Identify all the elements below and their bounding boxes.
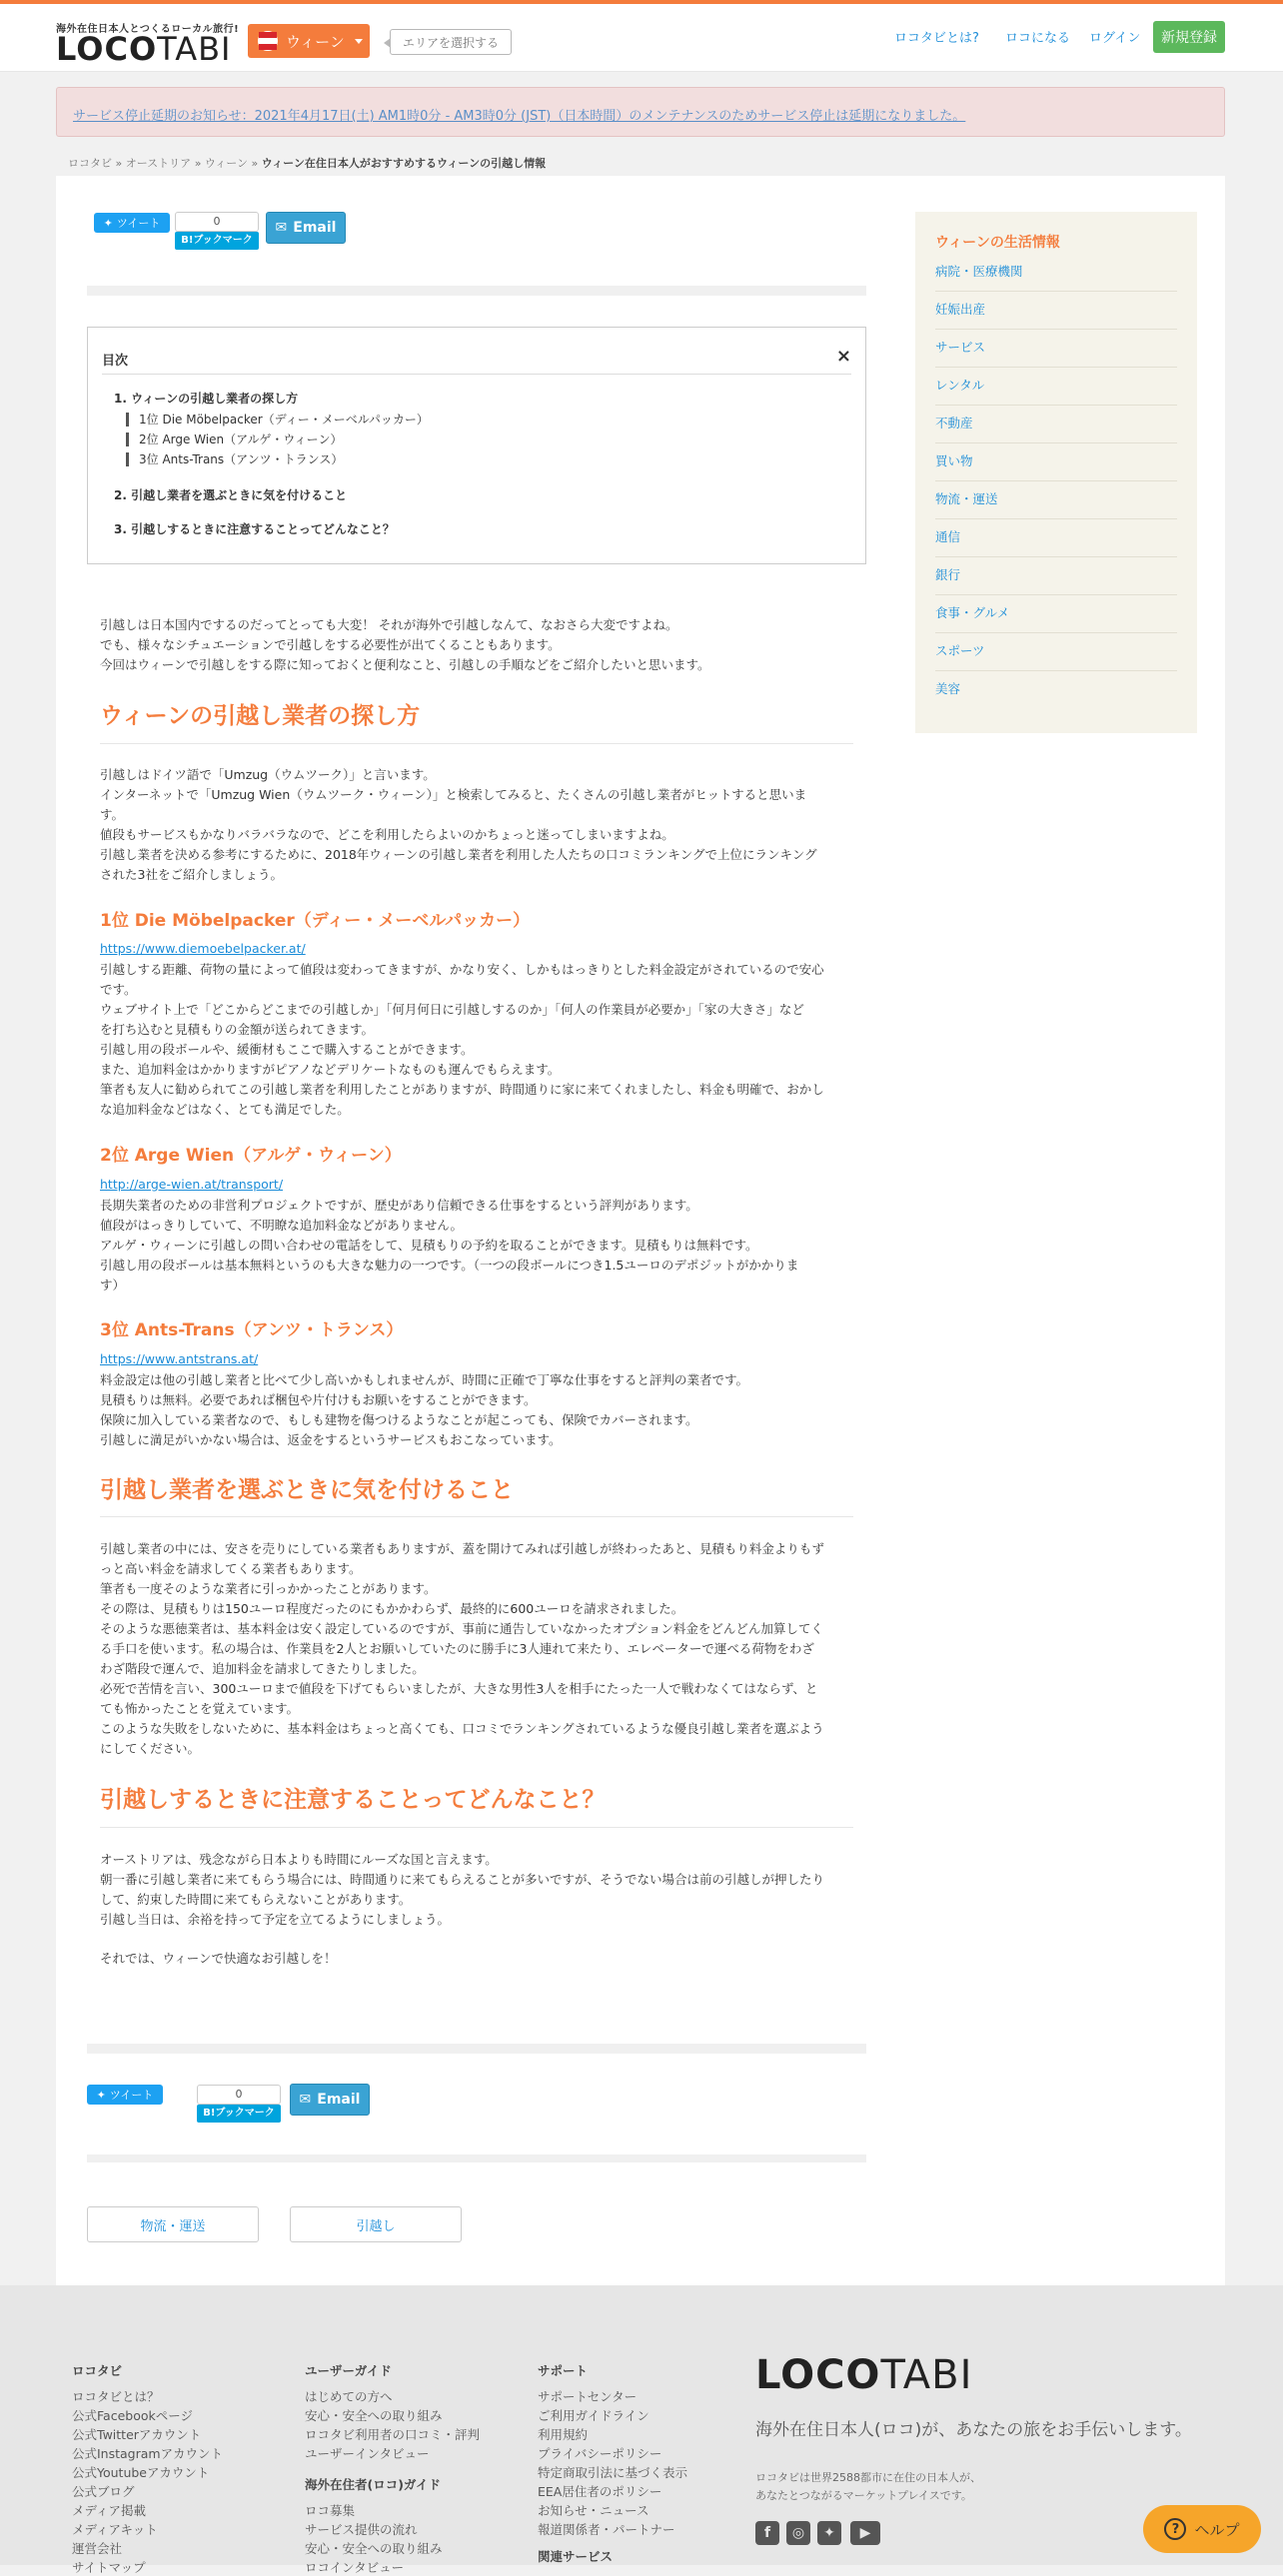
toc-close-icon[interactable]: ×	[835, 346, 851, 367]
footer-link[interactable]: はじめての方へ	[305, 2389, 393, 2404]
site-header	[0, 4, 1283, 72]
sidebar-item[interactable]: 食事・グルメ	[935, 595, 1177, 633]
footer-col-title: 海外在住者(ロコ)ガイド	[305, 2477, 442, 2492]
sidebar-item[interactable]: 銀行	[935, 557, 1177, 595]
site-logo[interactable]: LOCOTABI	[56, 30, 232, 68]
footer-link[interactable]: 安心・安全への取り組み	[305, 2541, 443, 2556]
footer-link[interactable]: ロコインタビュー	[305, 2560, 405, 2575]
logo-tagline: 海外在住日本人とつくるローカル旅行!	[56, 24, 240, 35]
footer-link[interactable]: 公式Instagramアカウント	[72, 2446, 223, 2461]
email-share-button[interactable]: ✉ Email	[290, 2084, 370, 2116]
tweet-button[interactable]: ✦ ツイート	[87, 2085, 163, 2105]
footer-col-title: サポート	[538, 2363, 589, 2378]
twitter-icon: ✦	[96, 2088, 106, 2102]
hatena-count: 0	[197, 2085, 281, 2105]
sidebar-item[interactable]: 買い物	[935, 443, 1177, 481]
footer-link[interactable]: お知らせ・ニュース	[538, 2503, 649, 2518]
company-3-text: 料金設定は他の引越し業者と比べて少し高いかもしれませんが、時間に正確で丁寧な仕事をすると評判の業者です。 見積もりは無料。必要であれば梱包や片付けもお願いをすることができます。 保険に加入している業者なので、もしも建物を傷つけるようなことが起こっても、保険でカバーされます。 引越しに満足がいかない場合は、返金をするというサービスもおこなっています。	[100, 1372, 749, 1447]
tag-moving[interactable]: 引越し	[290, 2206, 462, 2242]
footer-link[interactable]: ロコ募集	[305, 2503, 356, 2518]
footer-link[interactable]: 公式Twitterアカウント	[72, 2427, 202, 2442]
footer-link[interactable]: 公式Facebookページ	[72, 2408, 193, 2423]
company-link-3[interactable]: https://www.antstrans.at/	[100, 1351, 259, 1366]
email-share-button[interactable]: ✉ Email	[266, 212, 346, 244]
footer-logo: LOCOTABI	[755, 2352, 973, 2398]
toc-item-1[interactable]: 1. ウィーンの引越し業者の探し方	[114, 392, 299, 406]
nav-login[interactable]: ログイン	[1089, 31, 1141, 46]
footer-link[interactable]: サポートセンター	[538, 2389, 638, 2404]
twitter-icon[interactable]: ✦	[817, 2521, 841, 2545]
breadcrumb-current: ウィーン在住日本人がおすすめするウィーンの引越し情報	[261, 157, 547, 170]
breadcrumb-country[interactable]: オーストリア	[125, 157, 192, 170]
company-link-1[interactable]: https://www.diemoebelpacker.at/	[100, 941, 306, 956]
section-3-text: オーストリアは、残念ながら日本よりも時間にルーズな国と言えます。 朝一番に引越し業者に来てもらう場合には、時間通りに来てもらえることが多いですが、そうでない場合は前の引越しが押したり して、約束した時間に来てもらえないことがあります。 引越し当日は、余裕を持って予定を立てるようにしましょう。	[100, 1852, 825, 1927]
footer-link[interactable]: 安心・安全への取り組み	[305, 2408, 443, 2423]
austria-flag-icon	[258, 31, 278, 51]
instagram-icon[interactable]: ◎	[786, 2521, 810, 2545]
sidebar-item[interactable]: 不動産	[935, 406, 1177, 443]
sidebar-item[interactable]: 通信	[935, 519, 1177, 557]
footer-link[interactable]: ロコタビ利用者の口コミ・評判	[305, 2427, 481, 2442]
sidebar-item[interactable]: レンタル	[935, 368, 1177, 406]
toc-divider	[102, 374, 851, 375]
youtube-icon[interactable]: ▶	[850, 2521, 880, 2545]
hatena-count: 0	[175, 212, 259, 232]
footer-col-title: 関連サービス	[538, 2549, 614, 2564]
footer-col-title: ロコタビ	[72, 2363, 123, 2378]
site-footer	[0, 2285, 1283, 2575]
footer-description: あなたとつながるマーケットプレイスです。	[755, 2489, 972, 2502]
footer-link[interactable]: 運営会社	[72, 2541, 123, 2556]
toc-item-2[interactable]: 2. 引越し業者を選ぶときに気を付けること	[114, 488, 348, 502]
footer-link[interactable]: サイトマップ	[72, 2560, 146, 2575]
footer-link[interactable]: ロコタビとは？	[72, 2389, 160, 2404]
table-of-contents	[87, 327, 866, 564]
twitter-icon: ✦	[103, 216, 113, 230]
signup-button[interactable]: 新規登録	[1153, 21, 1225, 53]
footer-link[interactable]: メディア掲載	[72, 2503, 147, 2518]
toc-subitem-2[interactable]: 2位 Arge Wien（アルゲ・ウィーン）	[126, 432, 342, 446]
divider	[87, 2154, 866, 2162]
section-heading-2: 引越し業者を選ぶときに気を付けること	[100, 1477, 514, 1503]
mail-icon: ✉	[275, 220, 288, 236]
area-select-button[interactable]: エリアを選択する	[390, 29, 512, 55]
footer-link[interactable]: 公式ブログ	[72, 2484, 135, 2499]
footer-link[interactable]: 公式Youtubeアカウント	[72, 2465, 210, 2480]
tag-logistics[interactable]: 物流・運送	[87, 2206, 259, 2242]
footer-link[interactable]: 報道関係者・パートナー	[538, 2522, 675, 2537]
footer-link[interactable]: 利用規約	[538, 2427, 589, 2442]
closing-text: それでは、ウィーンで快適なお引越しを！	[100, 1951, 337, 1966]
divider	[87, 2044, 866, 2054]
hatena-bookmark-button[interactable]: B!ブックマーク	[197, 2105, 281, 2123]
sidebar-title: ウィーンの生活情報	[935, 235, 1060, 251]
company-link-2[interactable]: http://arge-wien.at/transport/	[100, 1177, 284, 1192]
footer-link[interactable]: サービス提供の流れ	[305, 2522, 418, 2537]
breadcrumb-home[interactable]: ロコタビ	[68, 157, 112, 170]
company-heading-1: 1位 Die Möbelpacker（ディー・メーベルパッカー）	[100, 911, 531, 931]
sidebar-item[interactable]: 物流・運送	[935, 481, 1177, 519]
facebook-icon[interactable]: f	[755, 2521, 779, 2545]
footer-link[interactable]: EEA居住者のポリシー	[538, 2484, 662, 2499]
sidebar-item[interactable]: 病院・医療機関	[935, 254, 1177, 292]
footer-tagline: 海外在住日本人(ロコ)が、あなたの旅をお手伝いします。	[755, 2420, 1192, 2440]
toc-subitem-1[interactable]: 1位 Die Möbelpacker（ディー・メーベルパッカー）	[126, 413, 429, 427]
sidebar-item[interactable]: 妊娠出産	[935, 292, 1177, 330]
company-2-text: 長期失業者のための非営利プロジェクトですが、歴史があり信頼できる仕事をするという評判があります。 値段がはっきりしていて、不明瞭な追加料金などがありません。 アルゲ・ウィーンに引越しの問い合わせの電話をして、見積もりの予約を取ることができます。見積もりは無料です。 引越し用の段ボールは基本無料というのも大きな魅力の一つです。（一つの段ボールにつき1.5ユーロのデポジットがかかりま す）	[100, 1198, 799, 1292]
sidebar-item[interactable]: 美容	[935, 681, 961, 696]
section-2-text: 引越し業者の中には、安さを売りにしている業者もありますが、蓋を開けてみれば引越しが終わったあと、見積もり料金よりもず っと高い料金を請求してくる業者もあります。 筆者も一度そのような業者に引っかかったことがあります。 その際は、見積もりは150ユーロ程度だったのにもかかわらず、最終的に600ユーロを請求されました。 そのような悪徳業者は、基本料金は安く設定しているのですが、事前に通告していなかったオプション料金をどんどん加算してく る手口を使います。私の場合は、作業員を2人とお願いしていたのに勝手に3人連れて来たり、エレベーターで運べる荷物をわざ わざ階段で運んで、追加料金を請求してきたりしました。 必死で苦情を言い、300ユーロまで値段を下げてもらいましたが、大きな男性3人を相手にたった一人で戦わなくてはならず、と ても怖かったことを覚えています。 このような失敗をしないために、基本料金はちょっと高くても、口コミでランキングされているような優良引越し業者を選ぶよう にしてください。	[100, 1541, 824, 1756]
nav-become-loco[interactable]: ロコになる	[1005, 31, 1071, 46]
help-button[interactable]: ? ヘルプ	[1143, 2505, 1261, 2553]
breadcrumb-city[interactable]: ウィーン	[204, 157, 249, 170]
footer-link[interactable]: プライバシーポリシー	[538, 2446, 662, 2461]
footer-link[interactable]: メディアキット	[72, 2522, 158, 2537]
toc-subitem-3[interactable]: 3位 Ants-Trans（アンツ・トランス）	[126, 452, 343, 466]
caret-down-icon	[355, 39, 363, 44]
divider	[87, 286, 866, 296]
question-icon: ?	[1164, 2518, 1186, 2540]
notice-link[interactable]: サービス停止延期のお知らせ：2021年4月17日(土) AM1時0分 - AM3時0分 (JST)（日本時間）のメンテナンスのためサービス停止は延期になりました。	[73, 109, 966, 124]
footer-description: ロコタビは世界2588都市に在住の日本人が、	[755, 2471, 981, 2484]
sidebar-item[interactable]: サービス	[935, 330, 1177, 368]
mail-icon: ✉	[299, 2092, 312, 2108]
company-heading-3: 3位 Ants-Trans（アンツ・トランス）	[100, 1320, 404, 1340]
sidebar	[915, 212, 1197, 733]
maintenance-notice	[56, 87, 1225, 137]
intro-text: 引越しは日本国内でするのだってとっても大変！ それが海外で引越しなんて、なおさら大変ですよね。 でも、様々なシチュエーションで引越しをする必要性が出てくることもあります。 今回はウィーンで引越しをする際に知っておくと便利なこと、引越しの手順などをご紹介したいと思います。	[100, 617, 710, 672]
breadcrumb: ロコタビ » オーストリア » ウィーン » ウィーン在住日本人がおすすめするウィーンの引越し情報	[68, 157, 547, 170]
footer-link[interactable]: 特定商取引法に基づく表示	[538, 2465, 688, 2480]
section-1-text: 引越しはドイツ語で「Umzug（ウムツーク）」と言います。 インターネットで「Umzug Wien（ウムツーク・ウィーン）」と検索してみると、たくさんの引越し業者がヒットすると思いま す。 値段もサービスもかなりバラバラなので、どこを利用したらよいのかちょっと迷ってしまいますよね。 引越し業者を決める参考にするために、2018年ウィーンの引越し業者を利用した人たちの口コミランキングで上位にランキング された3社をご紹介しましょう。	[100, 767, 817, 882]
heading-rule	[100, 1827, 853, 1828]
toc-title: 目次	[102, 354, 129, 369]
company-heading-2: 2位 Arge Wien（アルゲ・ウィーン）	[100, 1146, 402, 1166]
sidebar-item[interactable]: スポーツ	[935, 633, 1177, 671]
footer-col-title: ユーザーガイド	[305, 2363, 392, 2378]
nav-about[interactable]: ロコタビとは?	[894, 31, 979, 46]
heading-rule	[100, 743, 853, 744]
toc-item-3[interactable]: 3. 引越しするときに注意することってどんなこと？	[114, 522, 395, 536]
heading-rule	[100, 1516, 853, 1517]
company-1-text: 引越しする距離、荷物の量によって値段は変わってきますが、かなり安く、しかもはっきりとした料金設定がされているので安心 です。 ウェブサイト上で「どこからどこまでの引越しか」「何月何日に引越しするのか」「何人の作業員が必要か」「家の大きさ」など を打ち込むと見積もりの金額が送られてきます。 引越し用の段ボールや、緩衝材もここで購入することができます。 また、追加料金はかかりますがピアノなどデリケートなものも運んでもらえます。 筆者も友人に勧められてこの引越し業者を利用したことがありますが、時間通りに家に来てくれましたし、料金も明確で、おかし な追加料金などはなく、とても満足でした。	[100, 962, 824, 1117]
tweet-button[interactable]: ✦ ツイート	[94, 213, 170, 233]
section-heading-3: 引越しするときに注意することってどんなこと？	[100, 1787, 606, 1813]
city-selector-button[interactable]	[248, 24, 370, 58]
footer-link[interactable]: ご利用ガイドライン	[538, 2408, 649, 2423]
hatena-bookmark-button[interactable]: B!ブックマーク	[175, 232, 259, 250]
section-heading-1: ウィーンの引越し業者の探し方	[100, 703, 421, 729]
city-label: ウィーン	[286, 32, 345, 51]
footer-link[interactable]: ユーザーインタビュー	[305, 2446, 430, 2461]
